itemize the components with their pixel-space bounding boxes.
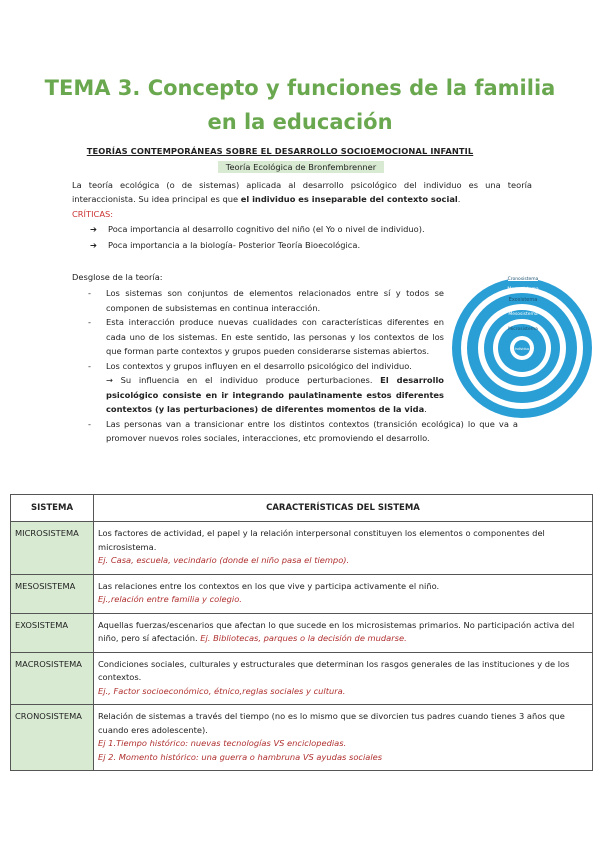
system-name: CRONOSISTEMA bbox=[11, 705, 94, 771]
label-individuo: Individuo bbox=[514, 347, 530, 351]
table-row bbox=[11, 705, 593, 771]
system-description: Las relaciones entre los contextos en los que vive y participa activamente el niño. Ej.,relación entre familia y colegio. bbox=[94, 574, 593, 613]
table-row bbox=[11, 613, 593, 652]
section-subheading: TEORÍAS CONTEMPORÁNEAS SOBRE EL DESARROLLO SOCIOEMOCIONAL INFANTIL bbox=[86, 146, 474, 156]
list-item: - Los sistemas son conjuntos de elementos relacionados entre sí y todos se componen de subsistemas en continua interacción. bbox=[88, 288, 444, 313]
breakdown-list bbox=[88, 286, 518, 446]
table-row bbox=[11, 522, 593, 575]
system-name: MESOSISTEMA bbox=[11, 574, 94, 613]
breakdown-label: Desglose de la teoría: bbox=[72, 272, 163, 282]
list-item: - Esta interacción produce nuevas cualidades con características diferentes en cada uno de los sistemas. En este sentido, las personas y los contextos de los que forman parte contextos y grupos pueden considerarse sistemas abiertos. bbox=[88, 317, 444, 356]
theory-name: Teoría Ecológica de Bronfembrenner bbox=[218, 161, 384, 173]
system-name: EXOSISTEMA bbox=[11, 613, 94, 652]
system-description: Aquellas fuerzas/escenarios que afectan lo que sucede en los microsistemas primarios. No participación activa del niño, pero sí afectación. Ej. Bibliotecas, parques o la decisión de mudarse. bbox=[94, 613, 593, 652]
table-row bbox=[11, 652, 593, 705]
header-sistema: SISTEMA bbox=[11, 495, 94, 522]
system-name: MACROSISTEMA bbox=[11, 652, 94, 705]
system-name: MICROSISTEMA bbox=[11, 522, 94, 575]
ecological-model-diagram bbox=[450, 270, 595, 420]
list-item: - Las personas van a transicionar entre los distintos contextos (transición ecológica) lo que va a promover nuevos roles sociales, interacciones, etc promoviendo el desarrollo. bbox=[88, 418, 518, 443]
list-item: - Los contextos y grupos influyen en el desarrollo psicológico del individuo. → Su influencia en el individuo produce perturbaciones. El desarrollo psicológico consiste en ir integrando paulatinamente estos diferentes contextos (y las perturbaciones) de diferentes momentos de la vida. bbox=[88, 360, 444, 414]
label-cronosistema: Cronosistema bbox=[507, 277, 539, 282]
table-row bbox=[11, 574, 593, 613]
system-description: Relación de sistemas a través del tiempo (no es lo mismo que se divorcien tus padres cuando tienes 3 años que cuando eres adolescente). Ej 1.Tiempo histórico: nuevas tecnologías VS enciclopedias. Ej 2. Momento histórico: una guerra o hambruna VS ayudas sociales bbox=[94, 705, 593, 771]
system-description: Los factores de actividad, el papel y la relación interpersonal constituyen los elementos o componentes del microsistema. Ej. Casa, escuela, vecindario (donde el niño pasa el tiempo). bbox=[94, 522, 593, 575]
table-header-row bbox=[11, 495, 593, 522]
label-exosistema: Exosistema bbox=[508, 297, 538, 303]
intro-paragraph: La teoría ecológica (o de sistemas) aplicada al desarrollo psicológico del individuo es una teoría interaccionista. Su idea principal es que el individuo es inseparable del contexto social. bbox=[72, 180, 532, 204]
label-macrosistema: Macrosistema bbox=[507, 287, 539, 292]
page-title-line2: en la educación bbox=[207, 110, 393, 134]
system-description: Condiciones sociales, culturales y estructurales que determinan los rasgos generales de las instituciones y de los contextos. Ej., Factor socioeconómico, étnico,reglas sociales y cultura. bbox=[94, 652, 593, 705]
systems-table bbox=[10, 494, 593, 771]
header-caracteristicas: CARACTERÍSTICAS DEL SISTEMA bbox=[94, 495, 593, 522]
label-mesosistema: Mesosistema bbox=[508, 312, 538, 317]
page-title-line1: TEMA 3. Concepto y funciones de la familia bbox=[44, 76, 556, 100]
label-microsistema: Microsistema bbox=[508, 327, 538, 332]
critique-item: ➔ Poca importancia a la biología- Posterior Teoría Bioecológica. bbox=[90, 240, 361, 250]
critique-item: ➔ Poca importancia al desarrollo cognitivo del niño (el Yo o nivel de individuo). bbox=[90, 224, 425, 234]
critiques-label: CRÍTICAS: bbox=[72, 209, 114, 219]
